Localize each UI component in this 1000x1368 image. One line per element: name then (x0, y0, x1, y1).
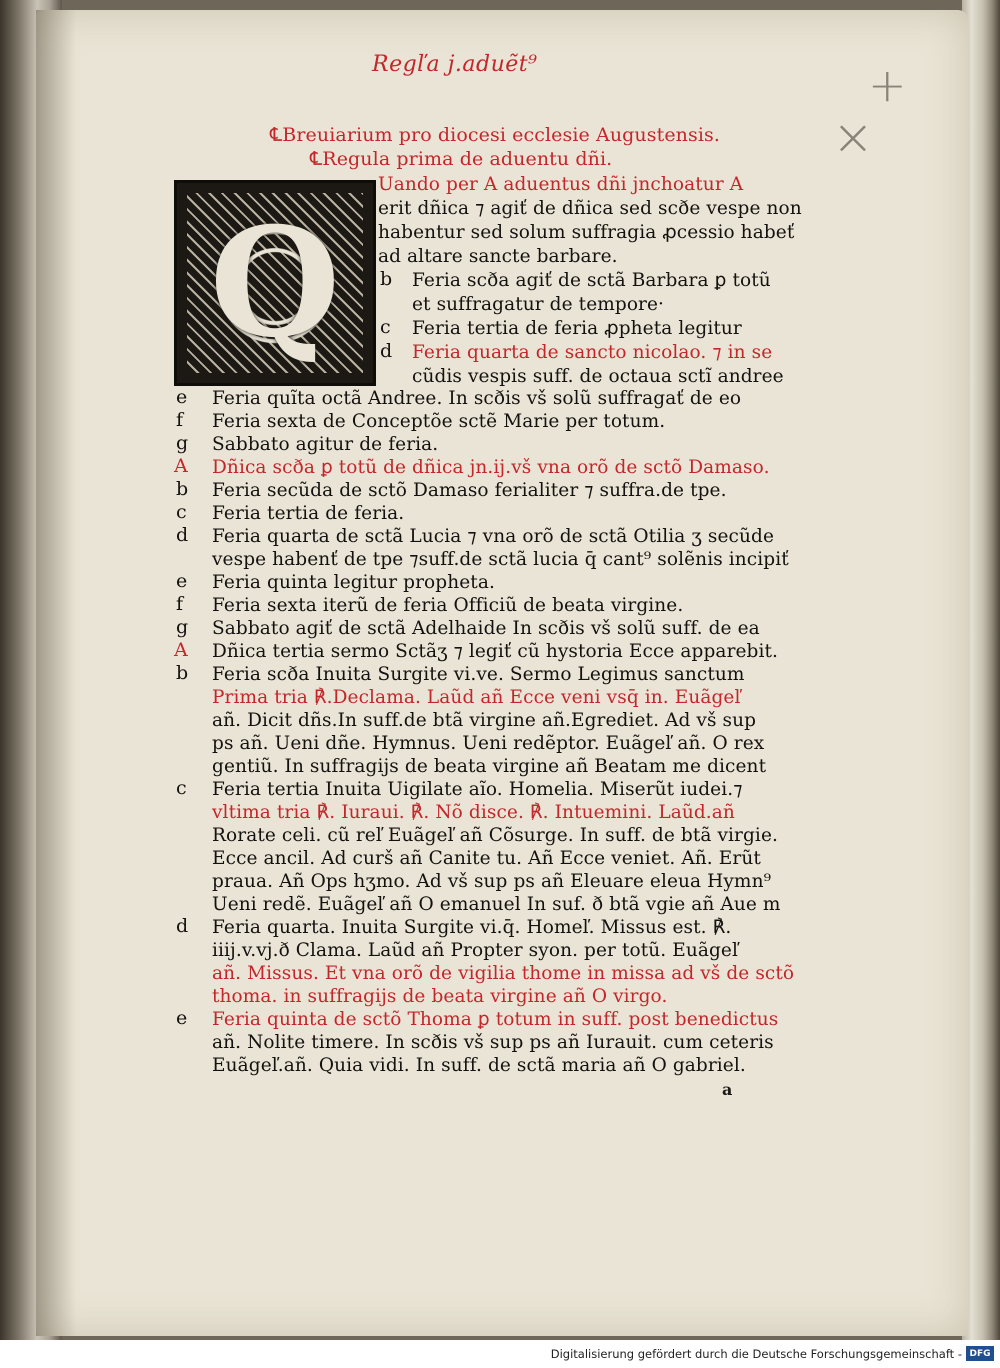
margin-letter: b (176, 478, 189, 500)
text-line: cũdis vespis suff. de octaua sctĩ andree (412, 366, 784, 387)
margin-letter: c (176, 777, 187, 799)
margin-letter: e (176, 1007, 188, 1029)
text-line: ad altare sancte barbare. (378, 246, 618, 267)
text-line: habentur sed solum suffragia ꝓcessio habeť (378, 222, 795, 243)
text-line: Dñica scða ꝑ totũ de dñica jn.ij.vš vna orõ de sctõ Damaso. (212, 457, 770, 478)
margin-letter: b (176, 662, 189, 684)
margin-letter: g (176, 616, 189, 638)
text-line: añ. Nolite timere. In scðis vš sup ps añ Iurauit. cum ceteris (212, 1032, 774, 1053)
text-line: et suffragatur de tempore· (412, 294, 665, 315)
text-line: Ecce ancil. Ad curš añ Canite tu. Añ Ecce veniet. Añ. Erũt (212, 848, 761, 869)
text-line: Feria quarta de sancto nicolao. ⁊ in se (412, 342, 773, 363)
footer-credit: Digitalisierung gefördert durch die Deutsche Forschungsgemeinschaft - (550, 1347, 962, 1361)
margin-letter: e (176, 570, 188, 592)
signature-mark: a (722, 1080, 733, 1099)
initial-letter: Q (209, 195, 341, 371)
text-line: Feria quinta legitur propheta. (212, 572, 495, 593)
decorated-initial (174, 180, 376, 386)
text-line: Feria tertia de feria. (212, 503, 405, 524)
text-line: Feria sexta iterũ de feria Officiũ de beata virgine. (212, 595, 684, 616)
margin-letter: A (174, 639, 188, 661)
text-line: Uando per A aduentus dñi jnchoatur A (378, 174, 744, 195)
dfg-logo: DFG (966, 1346, 994, 1361)
text-line: Feria quinta de sctõ Thoma ꝑ totum in suff. post benedictus (212, 1009, 779, 1030)
margin-letter: b (380, 268, 393, 290)
margin-letter: e (176, 386, 188, 408)
text-line: Feria quĩta octã Andree. In scðis vš solũ suffragať de eo (212, 388, 742, 409)
text-line: Feria quarta de sctã Lucia ⁊ vna orõ de sctã Otilia ʒ secũde (212, 526, 774, 547)
text-line: praua. Añ Ops hʒmo. Ad vš sup ps añ Eleuare eleua Hymn⁹ (212, 871, 772, 892)
margin-letter: c (176, 501, 187, 523)
text-line: Feria secũda de sctõ Damaso ferialiter ⁊ suffra.de tpe. (212, 480, 727, 501)
text-line: ps añ. Ueni dñe. Hymnus. Ueni redẽptor. Euãgeľ añ. O rex (212, 733, 765, 754)
text-line: Sabbato agitur de feria. (212, 434, 439, 455)
title-regula: ℄Regula prima de aduentu dñi. (310, 148, 613, 170)
text-line: iiij.v.vj.ð Clama. Laũd añ Propter syon. per totũ. Euãgeľ (212, 940, 738, 961)
margin-letter: c (380, 316, 391, 338)
text-line: añ. Missus. Et vna orõ de vigilia thome in missa ad vš de sctõ (212, 963, 795, 984)
text-line: Rorate celi. cũ reľ Euãgeľ añ Cõsurge. In suff. de btã virgie. (212, 825, 778, 846)
text-line: Prima tria ℟.Declama. Laũd añ Ecce veni vsq̄ in. Euãgeľ (212, 687, 741, 708)
margin-letter: f (176, 593, 184, 615)
text-line: Euãgeľ.añ. Quia vidi. In suff. de sctã maria añ O gabriel. (212, 1055, 746, 1076)
text-line: Feria scða Inuita Surgite vi.ve. Sermo Legimus sanctum (212, 664, 745, 685)
marginal-x-mark: × (832, 108, 874, 166)
margin-letter: A (174, 455, 188, 477)
marginal-cross: + (868, 58, 907, 112)
text-line: Feria tertia de feria ꝓpheta legitur (412, 318, 742, 339)
margin-letter: g (176, 432, 189, 454)
page-gutter-shade (36, 10, 76, 1336)
text-line: thoma. in suffragijs de beata virgine añ O virgo. (212, 986, 668, 1007)
title-breuiarium: ℄Breuiarium pro diocesi ecclesie Augustensis. (270, 124, 721, 146)
text-line: Sabbato agiť de sctã Adelhaide In scðis vš solũ suff. de ea (212, 618, 760, 639)
text-line: Dñica tertia sermo Sctãʒ ⁊ legiť cũ hystoria Ecce apparebit. (212, 641, 779, 662)
text-line: Feria sexta de Conceptõe sctẽ Marie per totum. (212, 411, 666, 432)
margin-letter: d (380, 340, 393, 362)
text-line: Feria quarta. Inuita Surgite vi.q̄. Homeľ. Missus est. ℟. (212, 917, 732, 938)
text-line: añ. Dicit dñs.In suff.de btã virgine añ.Egrediet. Ad vš sup (212, 710, 757, 731)
text-line: gentiũ. In suffragijs de beata virgine añ Beatam me dicent (212, 756, 767, 777)
margin-letter: d (176, 915, 189, 937)
text-line: Feria scða agiť de sctã Barbara ꝑ totũ (412, 270, 771, 291)
footer-bar (0, 1340, 1000, 1368)
text-line: vltima tria ℟. Iuraui. ℟. Nõ disce. ℟. Intuemini. Laũd.añ (212, 802, 735, 823)
margin-letter: f (176, 409, 184, 431)
text-line: vespe habenť de tpe ⁊suff.de sctã lucia q̄ cant⁹ solẽnis incipiť (212, 549, 789, 570)
text-line: Feria tertia Inuita Uigilate aĩo. Homelia. Miserũt iudei.⁊ (212, 779, 743, 800)
margin-letter: d (176, 524, 189, 546)
text-line: Ueni redẽ. Euãgeľ añ O emanuel In suf. ð btã vgie añ Aue m (212, 894, 781, 915)
running-title: Regľa j.aduẽt⁹ (372, 52, 538, 77)
text-line: erit dñica ⁊ agiť de dñica sed scðe vespe non (378, 198, 802, 219)
